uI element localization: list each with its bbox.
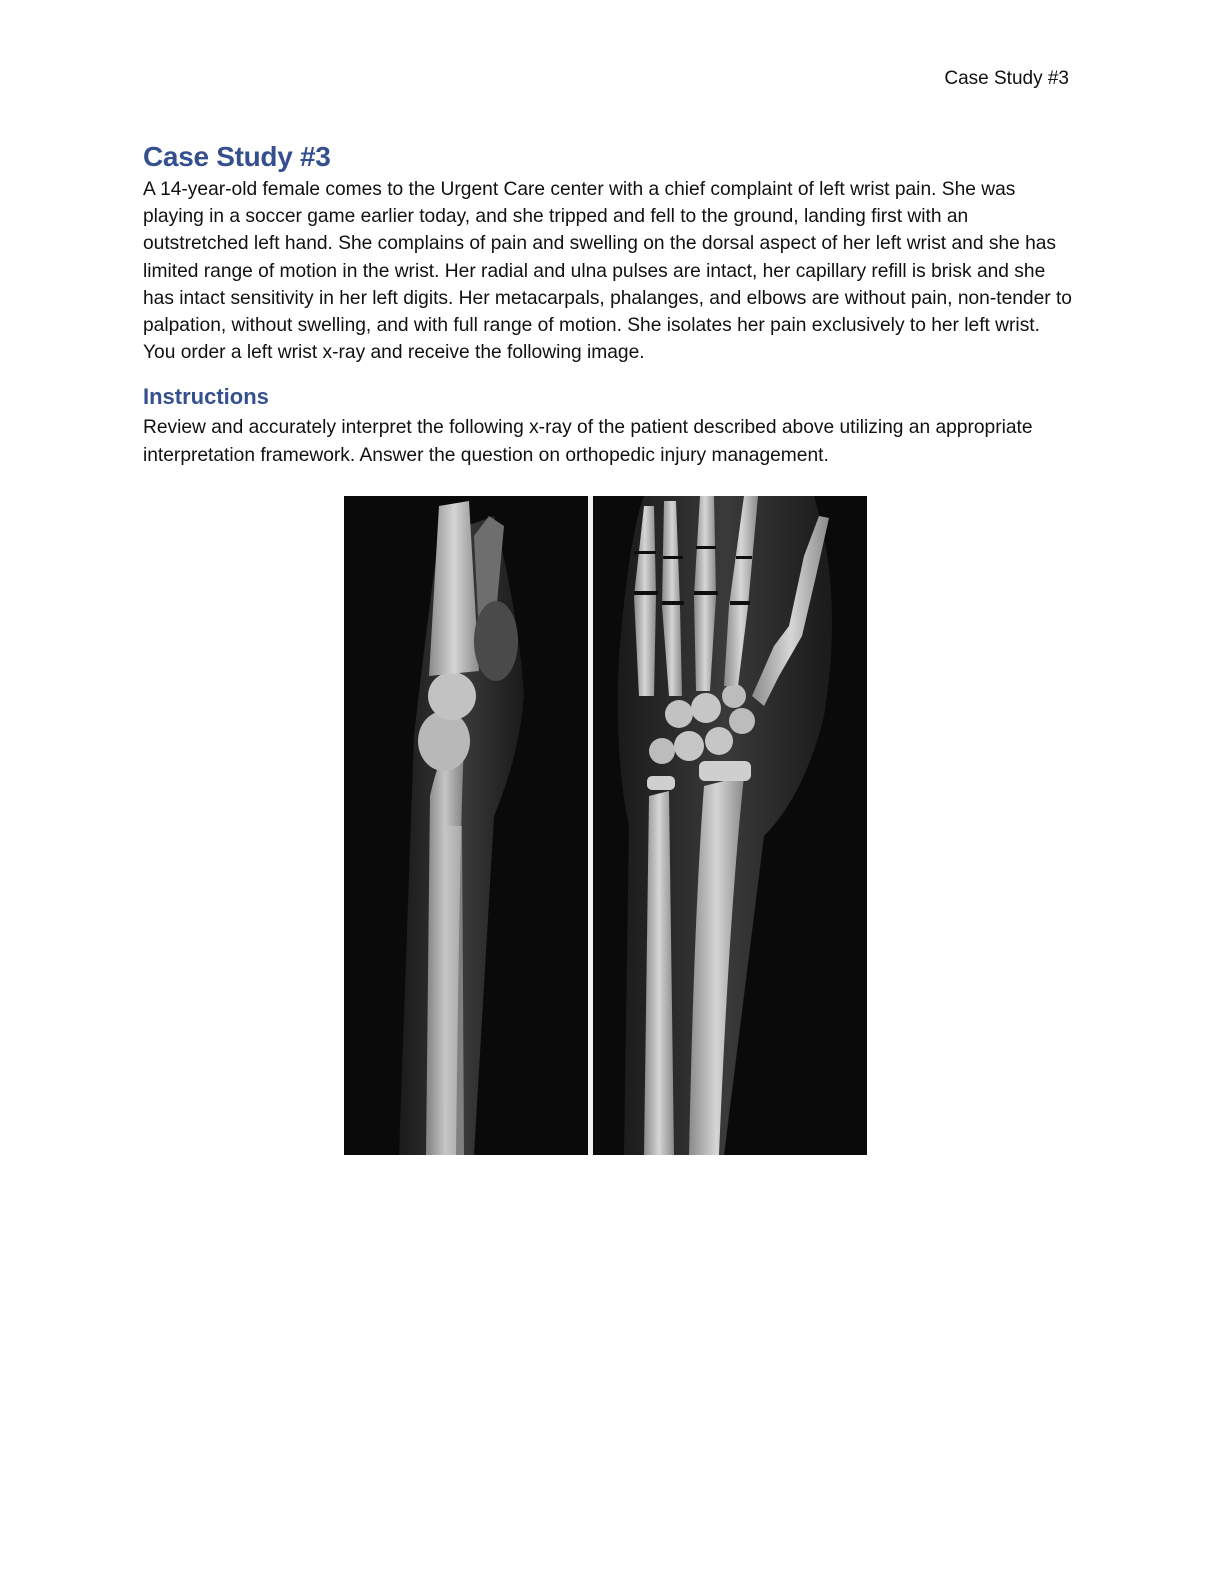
wrist-xray-image — [344, 496, 867, 1155]
case-description: A 14-year-old female comes to the Urgent Care center with a chief complaint of left wrist pain. She was playing in a soccer game earlier today, and she tripped and fell to the ground, landing first with an outstretched left hand. She complains of pain and swelling on the dorsal aspect of her left wrist and she has limited range of motion in the wrist. Her radial and ulna pulses are intact, her capillary refill is brisk and she has intact sensitivity in her left digits. Her metacarpals, phalanges, and elbows are without pain, non-tender to palpation, without swelling, and with full range of motion. She isolates her pain exclusively to her left wrist. You order a left wrist x-ray and receive the following image. — [143, 179, 1072, 364]
instructions-heading: Instructions — [143, 384, 269, 410]
page-title: Case Study #3 — [143, 141, 331, 172]
document-body — [143, 138, 1073, 469]
instructions-text: Review and accurately interpret the following x-ray of the patient described above utilizing an appropriate interpretation framework. Answer the question on orthopedic injury management. — [143, 417, 1033, 466]
running-header: Case Study #3 — [944, 68, 1069, 89]
